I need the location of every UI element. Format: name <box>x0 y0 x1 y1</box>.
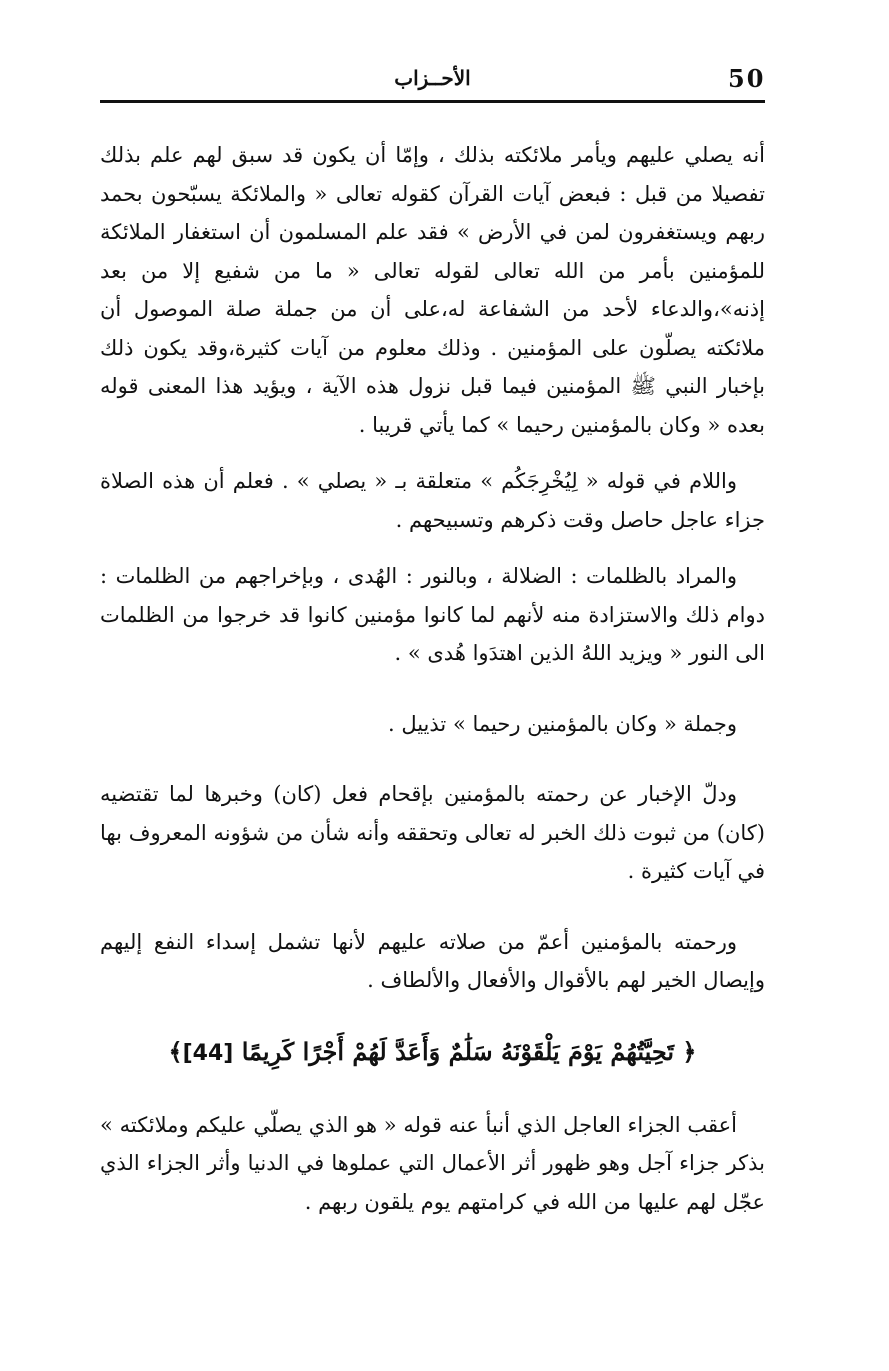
paragraph-7: أعقب الجزاء العاجل الذي أنبأ عنه قوله « هو الذي يصلّي عليكم وملائكته » بذكر جزاء آجل وهو ظهور أثر الأعمال التي عملوها في الدنيا وأثر الجزاء الذي عجّل لهم عليها من الله في كرامتهم يوم يلقون ربهم . <box>100 1112 765 1214</box>
paragraph-3: والمراد بالظلمات : الضلالة ، وبالنور : الهُدى ، وبإخراجهم من الظلمات : دوام ذلك والاستزادة منه لأنهم لما كانوا مؤمنين كانوا قد خرجوا من الظلمات الى النور « ويزيد اللهُ الذين اهتدَوا هُدى » . <box>100 564 765 665</box>
paragraph-1: أنه يصلي عليهم ويأمر ملائكته بذلك ، وإمّا أن يكون قد سبق لهم علم بذلك تفصيلا من قبل : فبعض آيات القرآن كقوله تعالى « والملائكة يسبّحون بحمد ربهم ويستغفرون لمن في الأرض » فقد علم المسلمون أن استغفار الملائكة للمؤمنين بأمر من الله تعالى لقوله تعالى « ما من شفيع إلا من بعد إذنه»،والدعاء لأحد من الشفاعة له،على أن من جملة صلة الموصول أن ملائكته يصلّون على المؤمنين . وذلك معلوم من آيات كثيرة،وقد يكون ذلك بإخبار النبي ﷺ المؤمنين فيما قبل نزول هذه الآية ، ويؤيد هذا المعنى قوله بعده « وكان بالمؤمنين رحيما » كما يأتي قريبا . <box>100 143 765 437</box>
paragraph-5: ودلّ الإخبار عن رحمته بالمؤمنين بإقحام فعل (كان) وخبرها لما تقتضيه (كان) من ثبوت ذلك الخبر له تعالى وتحققه وأنه شأن من شؤونه المعروف بها في آيات كثيرة . <box>100 782 765 883</box>
page-body <box>100 136 765 1221</box>
running-title: الأحــزاب <box>394 66 471 90</box>
paragraph-2: واللام في قوله « لِيُخْرِجَكُم » متعلقة بـ « يصلي » . فعلم أن هذه الصلاة جزاء عاجل حاصل وقت ذكرهم وتسبيحهم . <box>100 469 765 532</box>
paragraph-6: ورحمته بالمؤمنين أعمّ من صلاته عليهم لأنها تشمل إسداء النفع إليهم وإيصال الخير لهم بالأقوال والأفعال والألطاف . <box>100 929 765 992</box>
verse-close-bracket: ﴾ <box>168 1036 183 1066</box>
verse-number: [44] <box>182 1040 234 1066</box>
paragraph-4: وجملة « وكان بالمؤمنين رحيما » تذييل . <box>387 711 737 736</box>
header-rule <box>100 100 765 103</box>
page-header <box>100 58 765 98</box>
quran-verse <box>100 1032 765 1074</box>
page-number: 50 <box>728 64 766 93</box>
verse-text: ﴿ تَحِيَّتُهُمْ يَوْمَ يَلْقَوْنَهُ سَلَٰمٌ وَأَعَدَّ لَهُمْ أَجْرًا كَرِيمًا <box>233 1036 697 1066</box>
